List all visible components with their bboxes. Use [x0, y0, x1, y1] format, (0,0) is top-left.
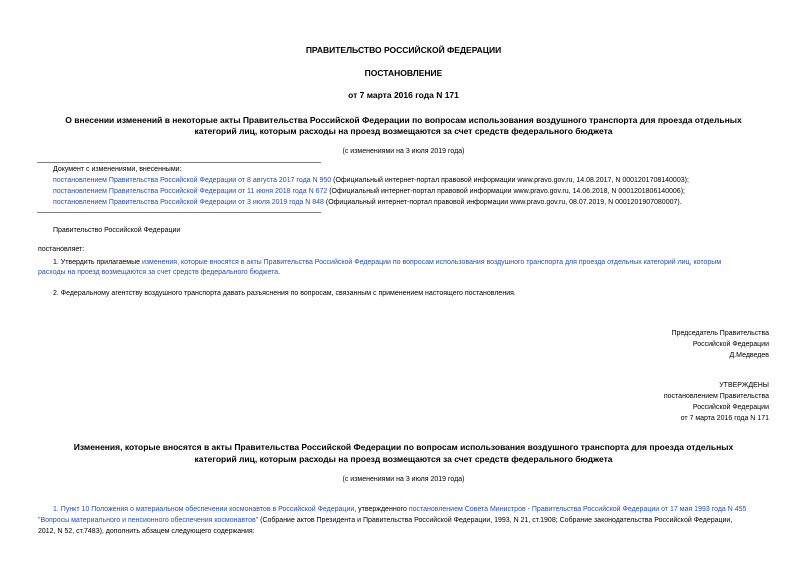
paragraph-1-start: 1. Утвердить прилагаемые — [53, 259, 142, 266]
signature-name: Д.Медведев — [729, 352, 769, 359]
council-decree-link[interactable]: постановлением Совета Министров - Правительства Российской Федерации от 17 мая 1993 года N 455 — [408, 506, 747, 513]
approval-line: Российской Федерации — [692, 404, 769, 411]
annex-item-1-line2 — [38, 516, 732, 525]
cosmonaut-regulation-link[interactable]: 1. Пункт 10 Положения о материальном обеспечении космонавтов в Российской Федерации — [53, 506, 355, 513]
amendments-heading: Документ с изменениями, внесенными: — [53, 166, 182, 173]
approval-heading: УТВЕРЖДЕНЫ — [719, 382, 769, 389]
council-decree-title-link[interactable]: "Вопросы материального и пенсионного обеспечения космонавтов" — [38, 517, 259, 524]
annex-item-text: (Собрание актов Президента и Правительства Российской Федерации, 1993, N 21, ст.1908; Собрание законодательства Российской Федерации, — [258, 517, 733, 524]
approved-changes-link-cont[interactable]: расходы на проезд возмещаются за счет средств федерального бюджета — [38, 269, 279, 276]
signature-title: Председатель Правительства — [671, 330, 769, 337]
amendment-source: (Официальный интернет-портал правовой информации www.pravo.gov.ru, 08.07.2019, N 0001201907080007). — [323, 199, 682, 206]
government-heading: ПРАВИТЕЛЬСТВО РОССИЙСКОЙ ФЕДЕРАЦИИ — [305, 45, 502, 55]
top-divider — [37, 162, 321, 163]
bottom-divider — [37, 212, 321, 213]
annex-item-1-line1 — [53, 505, 746, 514]
approval-line: от 7 марта 2016 года N 171 — [680, 415, 769, 422]
document-type: ПОСТАНОВЛЕНИЕ — [364, 68, 443, 78]
amendment-link[interactable]: постановлением Правительства Российской Федерации от 8 августа 2017 года N 950 — [53, 177, 332, 184]
annex-title-line1: Изменения, которые вносятся в акты Правительства Российской Федерации по вопросам использования воздушного транспорта для проезда отдельных — [73, 442, 734, 452]
amendment-item — [53, 198, 682, 207]
signature-title-cont: Российской Федерации — [692, 341, 769, 348]
paragraph-1-end: . — [278, 269, 281, 276]
annex-item-1-line3: 2012, N 52, ст.7483), дополнить абзацем следующего содержания: — [38, 528, 255, 535]
approved-changes-link[interactable]: изменения, которые вносятся в акты Правительства Российской Федерации по вопросам использования воздушного транспорта для проезда отдельных категорий лиц, которым — [141, 259, 722, 266]
amendment-link[interactable]: постановлением Правительства Российской Федерации от 3 июля 2019 года N 848 — [53, 199, 324, 206]
decrees-word: постановляет: — [38, 246, 85, 253]
annex-title-line2: категорий лиц, которым расходы на проезд возмещаются за счет средств федерального бюджета — [194, 454, 613, 464]
amendment-link[interactable]: постановлением Правительства Российской Федерации от 11 июня 2018 года N 672 — [53, 188, 328, 195]
approval-line: постановлением Правительства — [663, 393, 769, 400]
document-date-number: от 7 марта 2016 года N 171 — [348, 90, 459, 100]
document-title-line2: категорий лиц, которым расходы на проезд возмещаются за счет средств федерального бюджета — [194, 126, 613, 136]
paragraph-1-line2 — [38, 268, 280, 277]
paragraph-2: 2. Федеральному агентству воздушного транспорта давать разъяснения по вопросам, связанным с применением настоящего постановления. — [53, 290, 516, 297]
amendment-item — [53, 187, 685, 196]
revision-note: (с изменениями на 3 июля 2019 года) — [342, 148, 465, 155]
annex-item-text: , утвержденного — [354, 506, 409, 513]
annex-revision-note: (с изменениями на 3 июля 2019 года) — [342, 476, 465, 483]
document-title-line1: О внесении изменений в некоторые акты Правительства Российской Федерации по вопросам использования воздушного транспорта для проезда отдельных — [65, 115, 742, 125]
amendment-source: (Официальный интернет-портал правовой информации www.pravo.gov.ru, 14.06.2018, N 0001201806140006); — [327, 188, 685, 195]
issuer: Правительство Российской Федерации — [53, 227, 181, 234]
amendment-item — [53, 176, 689, 185]
paragraph-1-line1 — [53, 258, 721, 267]
amendment-source: (Официальный интернет-портал правовой информации www.pravo.gov.ru, 14.08.2017, N 0001201708140003); — [331, 177, 689, 184]
